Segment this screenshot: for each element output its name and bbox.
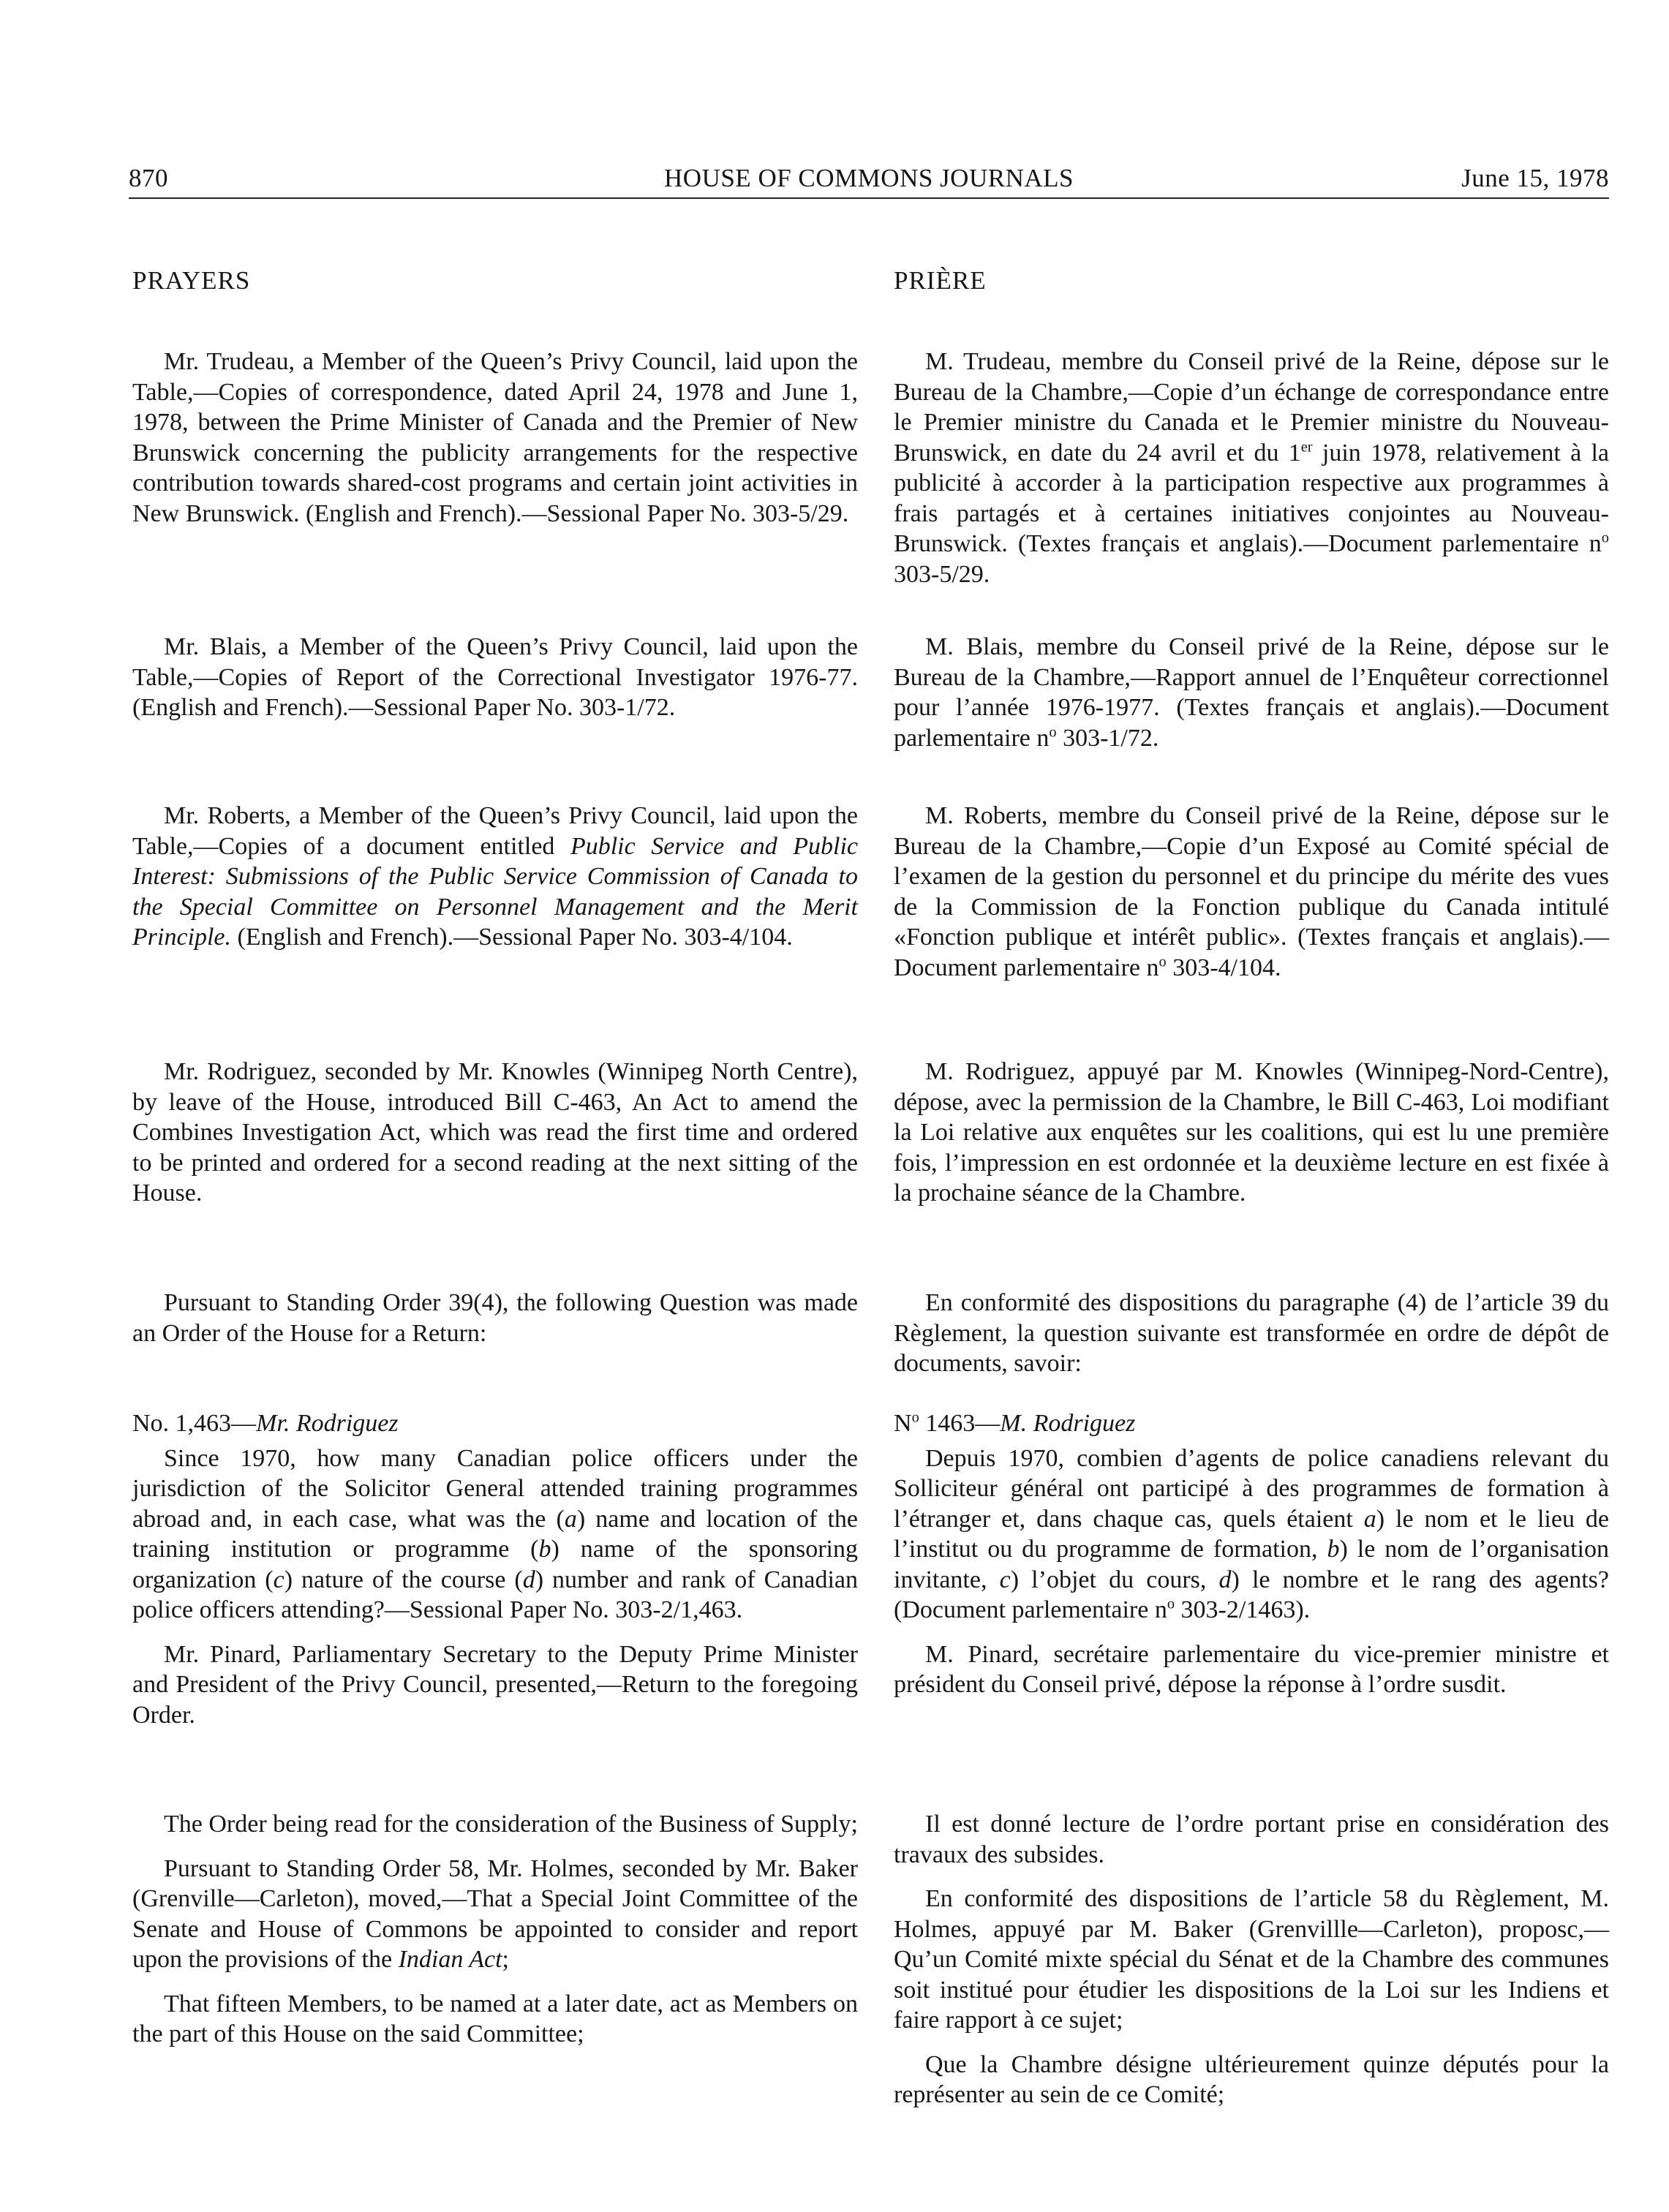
header-date: June 15, 1978 [1461,164,1609,192]
en-rodriguez-bill-text: Mr. Rodriguez, seconded by Mr. Knowles (Winnipeg North Centre), by leave of the House, introduced Bill C-463, An Act to amend the Combines Investigation Act, which was read the first time and ordered to be printed and ordered for a second reading at the next sitting of the House. [132,1058,858,1207]
fr-supply-entry [894,1809,1609,2110]
en-rodriguez-bill-entry [132,1057,858,1209]
en-question-text: Since 1970, how many Canadian police officers under the jurisdiction of the Solicitor General attended training programmes abroad and, in each case, what was the (a) name and location of the training institution or programme (b) name of the sponsoring organization (c) nature of the course (d) number and rank of Canadian police officers attending?—Sessional Paper No. 303-2/1,463. [132,1444,859,1623]
fr-blais-entry [894,632,1609,753]
english-heading: PRAYERS [132,266,251,295]
fr-supply-members: Que la Chambre désigne ultérieurement quinze députés pour la représenter au sein de ce Comité; [894,2050,1609,2108]
page-header [129,159,1609,199]
en-supply-motion: Pursuant to Standing Order 58, Mr. Holmes, seconded by Mr. Baker (Grenville—Carleton), moved,—That a Special Joint Committee of the Senate and House of Commons be appointed to consider and report upon the provisions of the Indian Act; [132,1854,858,1973]
english-column [132,265,859,2047]
journal-title: HOUSE OF COMMONS JOURNALS [664,164,1074,192]
en-question-entry [132,1408,858,1730]
page-number: 870 [129,164,168,192]
en-supply-order: The Order being read for the consideration of the Business of Supply; [164,1811,858,1838]
en-supply-entry [132,1809,858,2050]
fr-rodriguez-bill-text: M. Rodriguez, appuyé par M. Knowles (Winnipeg-Nord-Centre), dépose, avec la permission de la Chambre, le Bill C-463, Loi modifiant la Loi relative aux enquêtes sur les coalitions, qui est lu une première fois, l’impression en est ordonnée et la deuxième lecture en est fixée à la prochaine séance de la Chambre. [894,1058,1609,1207]
fr-question-text: Depuis 1970, combien d’agents de police canadiens relevant du Solliciteur général ont participé à des programmes de formation à l’étranger et, dans chaque cas, quels étaient a) le nom et le lieu de l’institut ou du programme de formation, b) le nom de l’organisation invitante, c) l’objet du cours, d) le nombre et le rang des agents? (Document parlementaire $n^o$ 303-2/1463). [894,1444,1610,1623]
en-supply-members: That fifteen Members, to be named at a later date, act as Members on the part of this House on the said Committee; [132,1990,858,2047]
en-standing-order-entry [132,1288,858,1348]
en-document-title: Public Service and Public Interest: Submissions of the Public Service Commission of Canada to the Special Committee on Personnel Management and the Merit Principle. [132,832,858,951]
french-heading: PRIÈRE [894,266,987,295]
fr-roberts-entry [894,801,1609,983]
fr-question-member: M. Rodriguez [1000,1410,1136,1437]
en-question-member: Mr. Rodriguez [256,1410,399,1437]
fr-supply-order: Il est donné lecture de l’ordre portant prise en considération des travaux des subsides. [894,1811,1609,1868]
en-indian-act: Indian Act [398,1946,502,1973]
en-pinard-text: Mr. Pinard, Parliamentary Secretary to the Deputy Prime Minister and President of the Privy Council, presented,—Return to the foregoing Order. [132,1640,858,1729]
en-blais-entry [132,632,858,723]
fr-trudeau-text: M. Trudeau, membre du Conseil privé de la Reine, dépose sur le Bureau de la Chambre,—Copie d’un échange de correspondance entre le Premier ministre du Canada et le Premier ministre du Nouveau-Brunswick, en date du 24 avril et du 1er juin 1978, relativement à la publicité à accorder à la participation respective aux programmes à frais partagés et à certaines initiatives conjointes au Nouveau-Brunswick. (Textes français et anglais).—Document parlementaire $n^o$ 303-5/29. [894,348,1610,588]
fr-supply-motion: En conformité des dispositions de l’article 58 du Règlement, M. Holmes, appuyé par M. Baker (Grenvillle—Carleton), proposc,—Qu’un Comité mixte spécial du Sénat et de la Chambre des communes soit institué pour étudier les dispositions de la Loi sur les Indiens et faire rapport à ce sujet; [894,1885,1609,2034]
fr-roberts-text: M. Roberts, membre du Conseil privé de la Reine, dépose sur le Bureau de la Chambre,—Copie d’un Exposé au Comité spécial de l’examen de la gestion du personnel et du principe du mérite des vues de la Commission de la Fonction publique du Canada intitulé «Fonction publique et intérêt public». (Textes français et anglais).—Document parlementaire $n^o$ 303-4/104. [894,802,1609,981]
fr-question-number: $N^o$ 1463—M. Rodriguez [894,1409,1136,1437]
fr-trudeau-entry [894,347,1609,589]
en-trudeau-entry [132,347,858,529]
en-blais-text: Mr. Blais, a Member of the Queen’s Privy Council, laid upon the Table,—Copies of Report of the Correctional Investigator 1976-77. (English and French).—Sessional Paper No. 303-1/72. [132,633,858,721]
en-question-number: No. 1,463—Mr. Rodriguez [132,1410,399,1437]
fr-pinard-text: M. Pinard, secrétaire parlementaire du vice-premier ministre et président du Conseil privé, dépose la réponse à l’ordre susdit. [894,1640,1609,1698]
en-trudeau-text: Mr. Trudeau, a Member of the Queen’s Privy Council, laid upon the Table,—Copies of correspondence, dated April 24, 1978 and June 1, 1978, between the Prime Minister of Canada and the Premier of New Brunswick concerning the publicity arrangements for the respective contribution towards shared-cost programs and certain joint activities in New Brunswick. (English and French).—Sessional Paper No. 303-5/29. [132,348,858,527]
fr-blais-text: M. Blais, membre du Conseil privé de la Reine, dépose sur le Bureau de la Chambre,—Rapport annuel de l’Enquêteur correctionnel pour l’année 1976-1977. (Textes français et anglais).—Document parlementaire $n^o$ 303-1/72. [894,633,1609,752]
fr-question-entry [894,1408,1609,1700]
fr-standing-order-text: En conformité des dispositions du paragraphe (4) de l’article 39 du Règlement, la question suivante est transformée en ordre de dépôt de documents, savoir: [894,1289,1609,1377]
en-standing-order-text: Pursuant to Standing Order 39(4), the following Question was made an Order of the House for a Return: [132,1289,858,1347]
fr-standing-order-entry [894,1288,1609,1379]
en-roberts-text: Mr. Roberts, a Member of the Queen’s Privy Council, laid upon the Table,—Copies of a document entitled Public Service and Public Interest: Submissions of the Public Service Commission of Canada to the Special Committee on Personnel Management and the Merit Principle. (English and French).—Sessional Paper No. 303-4/104. [132,802,858,951]
en-roberts-entry [132,801,858,953]
fr-rodriguez-bill-entry [894,1057,1609,1209]
french-column [894,265,1610,2108]
